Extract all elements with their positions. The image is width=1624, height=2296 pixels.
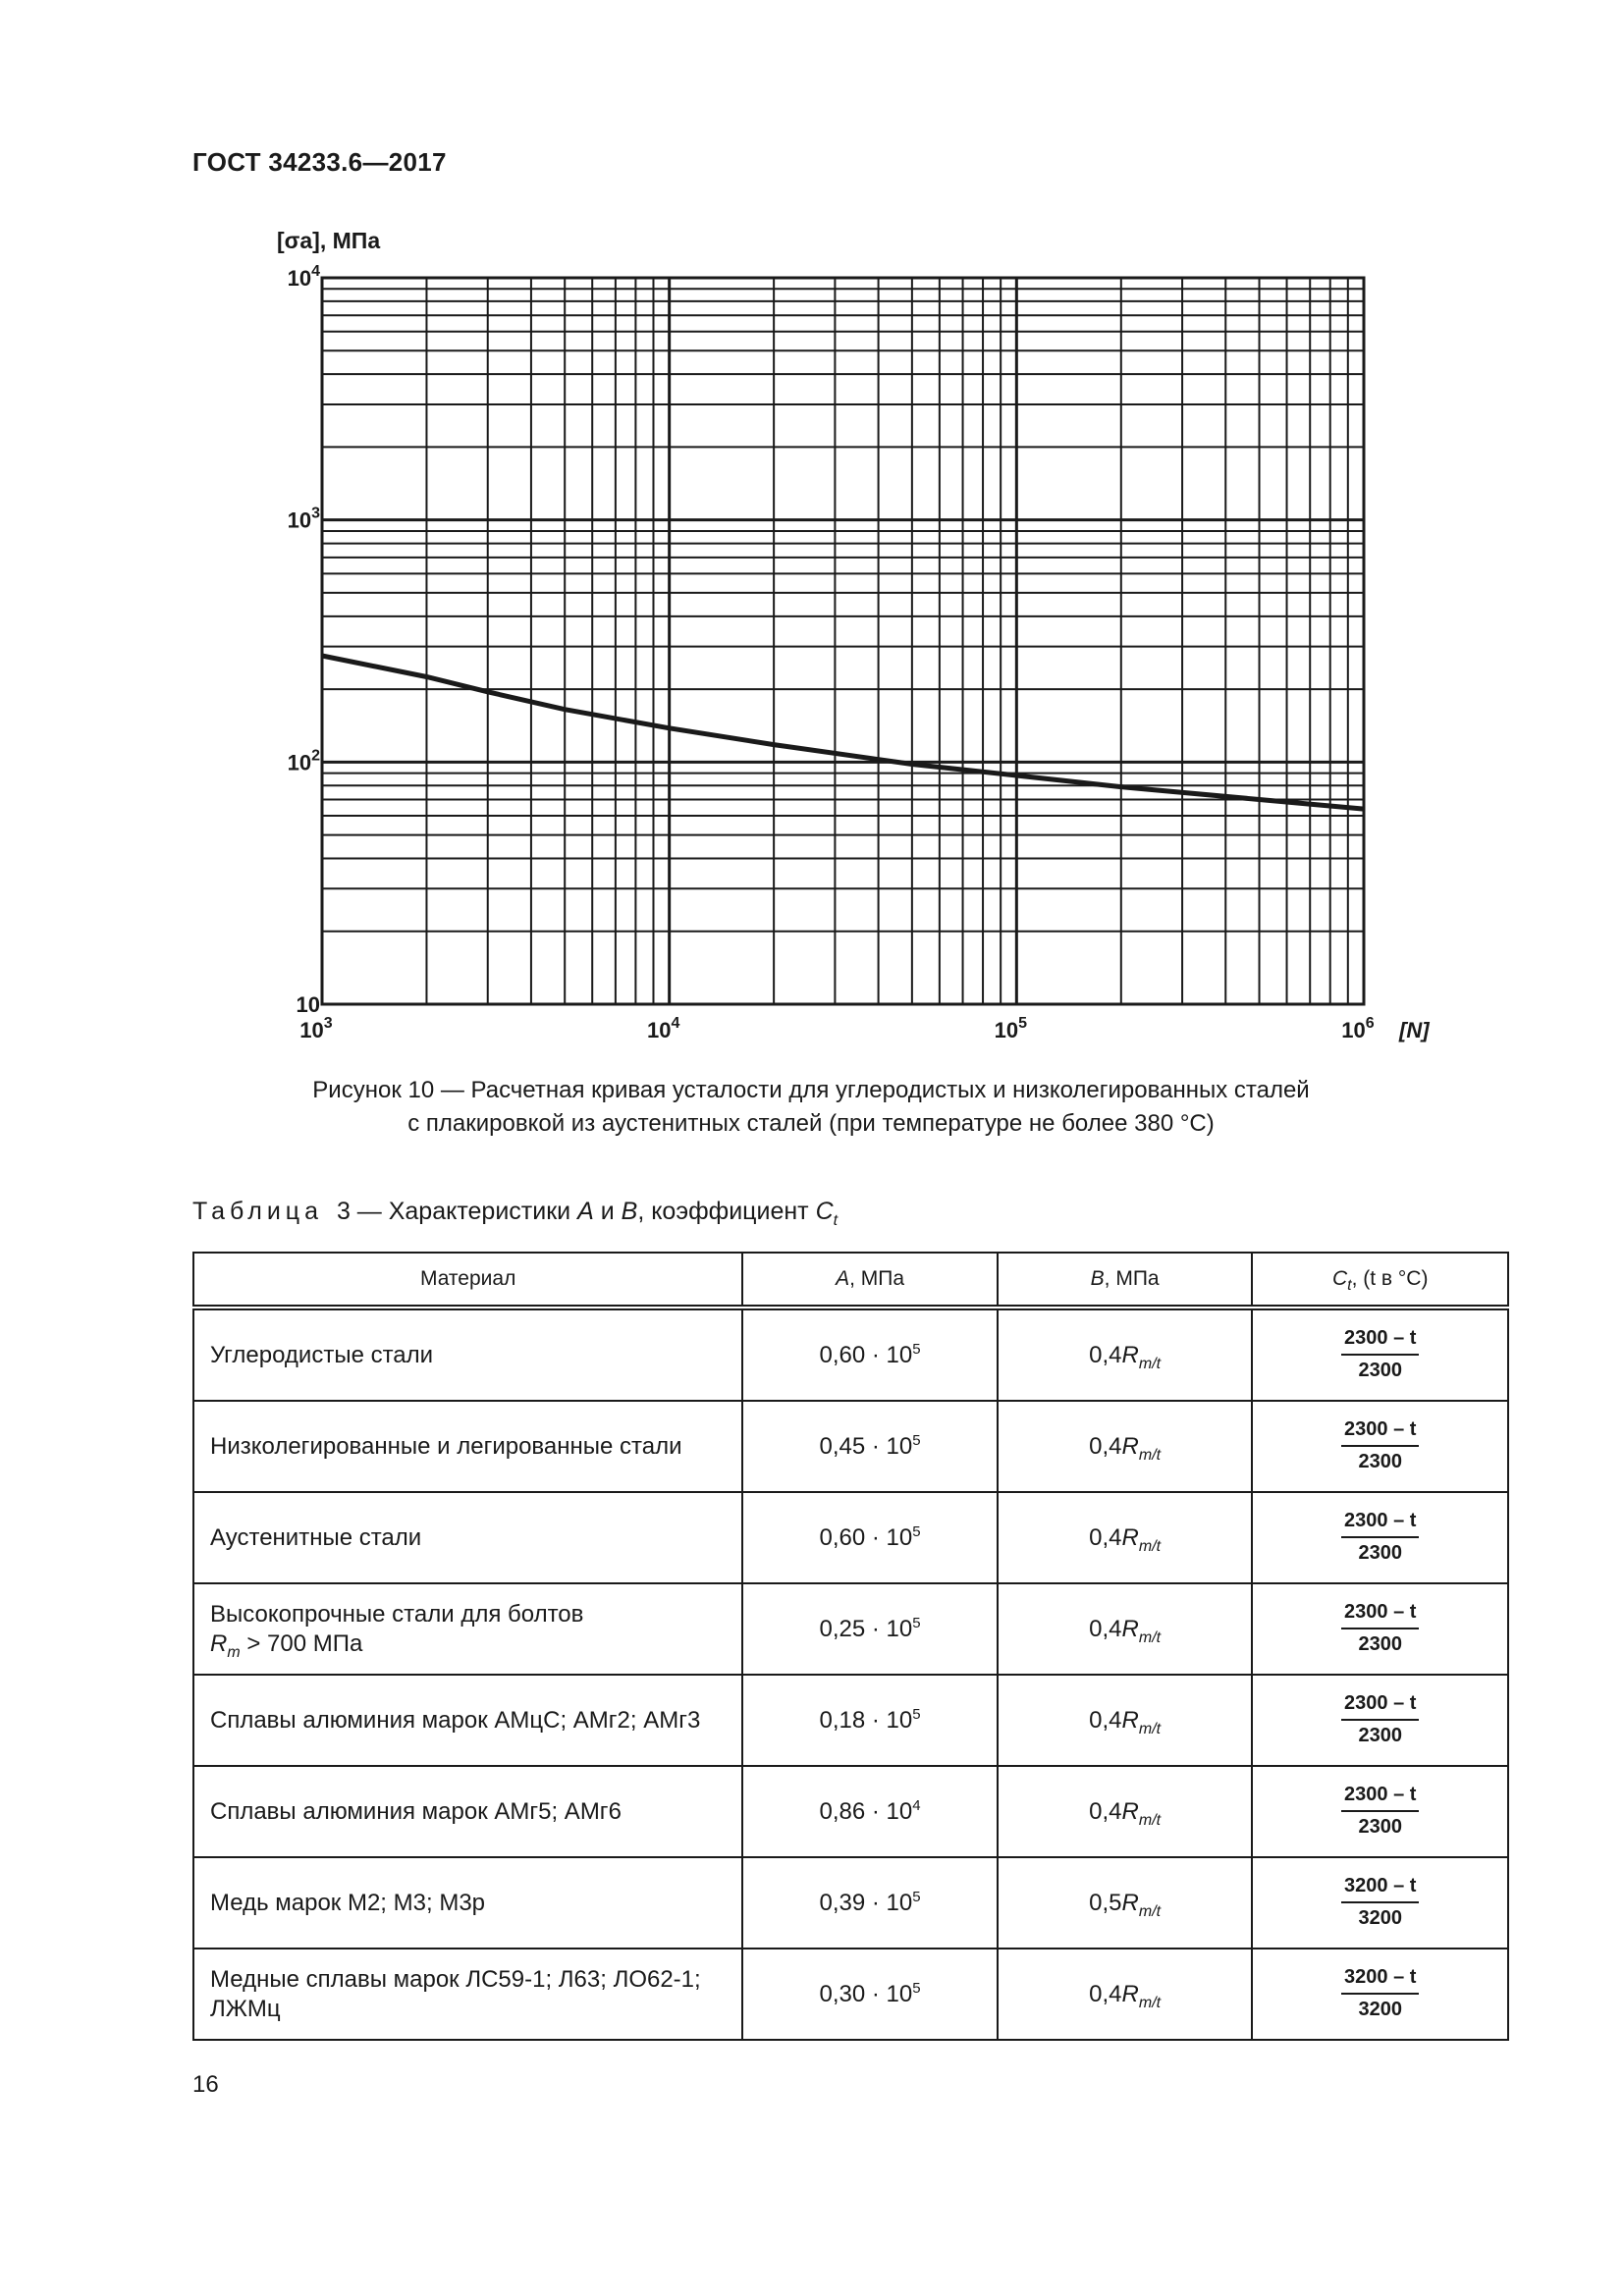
material-name: Высокопрочные стали для болтов: [210, 1600, 584, 1628]
b-coef: 0,5: [1089, 1889, 1122, 1916]
table-row: [193, 1583, 1508, 1675]
cell-a: [742, 1583, 998, 1675]
c-denominator: 2300: [1358, 1451, 1402, 1472]
header-b: [998, 1253, 1253, 1308]
material-name: Медные сплавы марок ЛС59-1; Л63; ЛО62-1;: [210, 1965, 701, 1993]
header-c: [1252, 1253, 1508, 1308]
a-mantissa: 0,60 · 10: [819, 1341, 913, 1368]
cell-c: [1252, 1492, 1508, 1583]
c-denominator: 2300: [1358, 1542, 1402, 1564]
cell-material: [193, 1766, 742, 1857]
header-b-sym: В: [1090, 1267, 1105, 1290]
b-sub: m/t: [1138, 1446, 1162, 1464]
b-coef: 0,4: [1089, 1706, 1122, 1734]
table-caption-a: А: [577, 1198, 594, 1225]
cell-b: [998, 1857, 1253, 1949]
table-caption: [192, 1198, 839, 1229]
c-fraction: [1341, 1784, 1419, 1839]
c-denominator: 2300: [1358, 1633, 1402, 1655]
cell-a: [742, 1675, 998, 1766]
cell-material: [193, 1401, 742, 1492]
c-denominator: 3200: [1358, 1999, 1402, 2020]
b-sym: R: [1121, 1889, 1139, 1916]
c-numerator: 2300 – t: [1341, 1784, 1419, 1812]
table-header-row: [193, 1253, 1508, 1308]
table-caption-word: Таблица: [192, 1198, 324, 1225]
characteristics-table: [192, 1252, 1509, 2041]
material-name: Медь марок М2; М3; М3р: [210, 1889, 486, 1916]
b-sym: R: [1121, 1341, 1139, 1368]
cell-c: [1252, 1766, 1508, 1857]
b-coef: 0,4: [1089, 1797, 1122, 1825]
cell-c: [1252, 1401, 1508, 1492]
c-fraction: [1341, 1692, 1419, 1747]
material-rm-sub: m: [227, 1643, 241, 1661]
figure-caption-line2: с плакировкой из аустенитных сталей (при температуре не более 380 °С): [407, 1110, 1215, 1137]
cell-c: [1252, 1583, 1508, 1675]
chart-frame: [322, 278, 1364, 1004]
cell-material: [193, 1492, 742, 1583]
cell-b: [998, 1583, 1253, 1675]
material-name: Сплавы алюминия марок АМг5; АМг6: [210, 1797, 622, 1825]
a-mantissa: 0,18 · 10: [819, 1706, 913, 1734]
header-c-rest: , (t в °С): [1351, 1267, 1429, 1290]
b-coef: 0,4: [1089, 1615, 1122, 1642]
b-sub: m/t: [1138, 1720, 1162, 1737]
c-fraction: [1341, 1601, 1419, 1656]
a-exponent: 5: [912, 1979, 921, 1997]
table-row: [193, 1492, 1508, 1583]
c-numerator: 2300 – t: [1341, 1601, 1419, 1629]
chart-grid: [322, 278, 1364, 1004]
c-numerator: 2300 – t: [1341, 1692, 1419, 1721]
cell-b: [998, 1949, 1253, 2040]
document-header: ГОСТ 34233.6—2017: [192, 147, 447, 177]
b-sym: R: [1121, 1980, 1139, 2007]
a-mantissa: 0,39 · 10: [819, 1889, 913, 1916]
b-sym: R: [1121, 1523, 1139, 1551]
b-sym: R: [1121, 1706, 1139, 1734]
table-caption-c: C: [815, 1198, 834, 1225]
table-caption-b: В: [621, 1198, 638, 1225]
table-row: [193, 1766, 1508, 1857]
c-numerator: 2300 – t: [1341, 1418, 1419, 1447]
header-c-sym: C: [1331, 1267, 1348, 1290]
c-denominator: 3200: [1358, 1907, 1402, 1929]
table-row: [193, 1401, 1508, 1492]
a-exponent: 5: [912, 1705, 921, 1723]
c-fraction: [1341, 1418, 1419, 1473]
c-fraction: [1341, 1966, 1419, 2021]
b-sub: m/t: [1138, 1994, 1162, 2011]
b-sym: R: [1121, 1797, 1139, 1825]
b-coef: 0,4: [1089, 1341, 1122, 1368]
material-name-cont: ЛЖМц: [210, 1995, 281, 2022]
y-tick-label: $10^3$: [287, 505, 320, 533]
table-caption-coef: , коэффициент: [637, 1198, 809, 1225]
b-sym: R: [1121, 1615, 1139, 1642]
header-c-sub: t: [1347, 1277, 1352, 1295]
y-axis-label: [σa], МПа: [277, 228, 381, 253]
cell-b: [998, 1675, 1253, 1766]
cell-c: [1252, 1675, 1508, 1766]
header-a-sym: А: [836, 1267, 850, 1290]
material-name: Углеродистые стали: [210, 1341, 434, 1368]
header-a-unit: , МПа: [849, 1267, 905, 1290]
c-denominator: 2300: [1358, 1816, 1402, 1838]
fatigue-chart: [0, 0, 1624, 1060]
table-row: [193, 1308, 1508, 1401]
cell-material: [193, 1583, 742, 1675]
figure-caption-line1: Рисунок 10 — Расчетная кривая усталости для углеродистых и низколегированных сталей: [312, 1077, 1310, 1103]
a-exponent: 5: [912, 1431, 921, 1449]
table-caption-c-sub: t: [833, 1212, 839, 1229]
cell-b: [998, 1492, 1253, 1583]
c-numerator: 2300 – t: [1341, 1510, 1419, 1538]
c-denominator: 2300: [1358, 1725, 1402, 1746]
b-coef: 0,4: [1089, 1432, 1122, 1460]
cell-b: [998, 1766, 1253, 1857]
table-caption-rest: 3 — Характеристики: [336, 1198, 571, 1225]
x-axis-label: [N]: [1399, 1018, 1430, 1042]
b-coef: 0,4: [1089, 1980, 1122, 2007]
a-exponent: 4: [912, 1796, 921, 1814]
cell-a: [742, 1857, 998, 1949]
cell-material: [193, 1675, 742, 1766]
cell-a: [742, 1401, 998, 1492]
b-sub: m/t: [1138, 1537, 1162, 1555]
cell-a: [742, 1766, 998, 1857]
cell-material: [193, 1857, 742, 1949]
b-sub: m/t: [1138, 1902, 1162, 1920]
page-number: 16: [192, 2071, 219, 2098]
cell-material: [193, 1949, 742, 2040]
table-row: [193, 1949, 1508, 2040]
cell-a: [742, 1949, 998, 2040]
a-exponent: 5: [912, 1340, 921, 1358]
cell-c: [1252, 1949, 1508, 2040]
c-fraction: [1341, 1875, 1419, 1930]
b-sub: m/t: [1138, 1355, 1162, 1372]
a-exponent: 5: [912, 1888, 921, 1905]
c-denominator: 2300: [1358, 1360, 1402, 1381]
cell-c: [1252, 1308, 1508, 1401]
cell-a: [742, 1308, 998, 1401]
material-name: Аустенитные стали: [210, 1523, 422, 1551]
c-fraction: [1341, 1510, 1419, 1565]
c-numerator: 3200 – t: [1341, 1966, 1419, 1995]
x-tick-label: $10^6$: [1341, 1015, 1375, 1042]
a-exponent: 5: [912, 1614, 921, 1631]
y-tick-label: $10^4$: [287, 263, 320, 291]
cell-material: [193, 1308, 742, 1401]
c-numerator: 3200 – t: [1341, 1875, 1419, 1903]
cell-a: [742, 1492, 998, 1583]
a-mantissa: 0,86 · 10: [819, 1797, 913, 1825]
y-tick-label: $10^2$: [287, 747, 320, 775]
table-row: [193, 1675, 1508, 1766]
material-name: Низколегированные и легированные стали: [210, 1432, 682, 1460]
a-mantissa: 0,30 · 10: [819, 1980, 913, 2007]
c-numerator: 2300 – t: [1341, 1327, 1419, 1356]
cell-b: [998, 1401, 1253, 1492]
material-name: Сплавы алюминия марок АМцС; АМг2; АМг3: [210, 1706, 701, 1734]
b-sub: m/t: [1138, 1811, 1162, 1829]
table-caption-and: и: [600, 1198, 615, 1225]
header-b-unit: , МПа: [1104, 1267, 1160, 1290]
b-sym: R: [1121, 1432, 1139, 1460]
a-mantissa: 0,25 · 10: [819, 1615, 913, 1642]
y-tick-label: 10: [296, 992, 320, 1017]
plot-frame: [322, 278, 1364, 1004]
material-rm-sym: R: [210, 1629, 228, 1657]
header-material: Материал: [193, 1253, 742, 1308]
material-rm-rest: > 700 МПа: [240, 1629, 363, 1657]
figure-caption: [192, 1074, 1430, 1141]
cell-b: [998, 1308, 1253, 1401]
x-tick-label: $10^3$: [299, 1015, 333, 1042]
a-exponent: 5: [912, 1522, 921, 1540]
b-coef: 0,4: [1089, 1523, 1122, 1551]
a-mantissa: 0,60 · 10: [819, 1523, 913, 1551]
b-sub: m/t: [1138, 1629, 1162, 1646]
x-tick-label: $10^5$: [994, 1015, 1028, 1042]
table-row: [193, 1857, 1508, 1949]
header-a: [742, 1253, 998, 1308]
a-mantissa: 0,45 · 10: [819, 1432, 913, 1460]
x-tick-label: $10^4$: [646, 1015, 680, 1042]
cell-c: [1252, 1857, 1508, 1949]
c-fraction: [1341, 1327, 1419, 1382]
